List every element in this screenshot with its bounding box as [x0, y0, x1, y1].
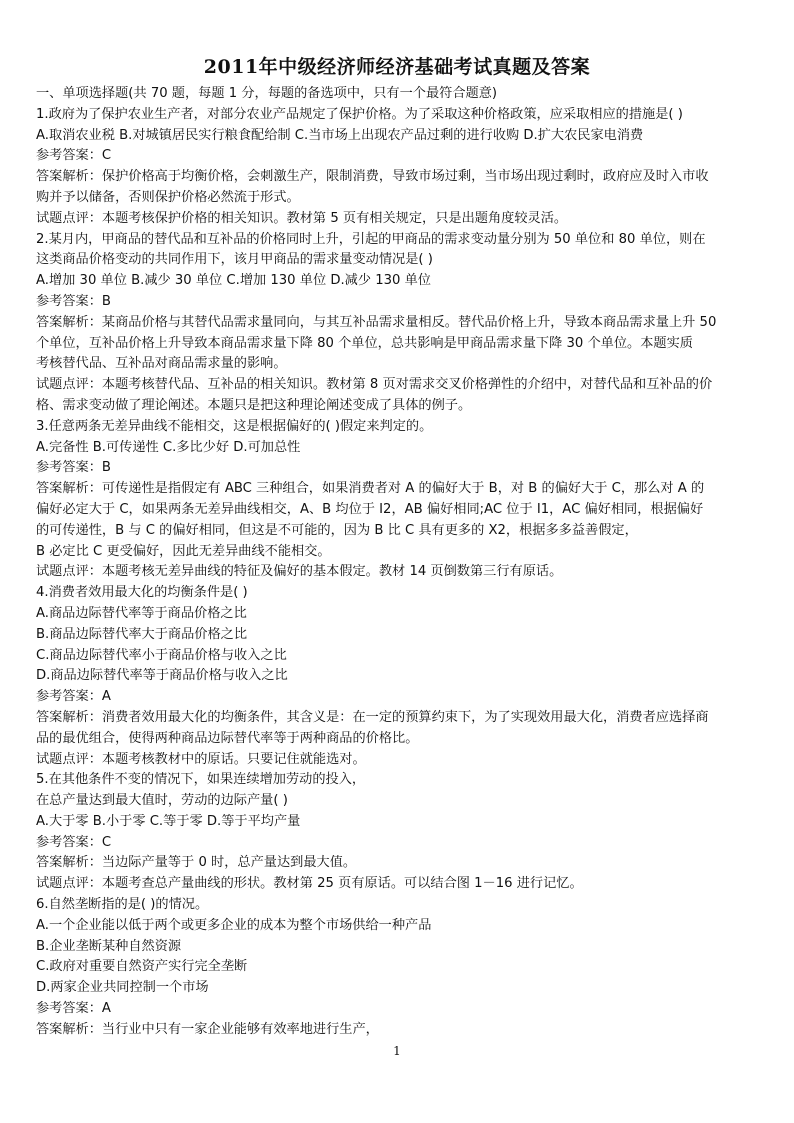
text-line: 答案解析：某商品价格与其替代品需求量同向，与其互补品需求量相反。替代品价格上升，导致本商品需求量上升 50: [36, 314, 717, 330]
text-line: 5.在其他条件不变的情况下，如果连续增加劳动的投入，: [36, 772, 366, 788]
text-line: 试题点评：本题考核教材中的原话。只要记住就能选对。: [36, 751, 366, 767]
text-line: 的可传递性，B 与 C 的偏好相同，但这是不可能的，因为 B 比 C 具有更多的 X2，根据多多益善假定，: [36, 522, 638, 538]
text-line: 品的最优组合，使得两种商品边际替代率等于两种商品的价格比。: [36, 730, 419, 746]
text-line: A.增加 30 单位 B.减少 30 单位 C.增加 130 单位 D.减少 130 单位: [36, 273, 431, 289]
text-line: 6.自然垄断指的是( )的情况。: [36, 897, 209, 913]
text-line: 偏好必定大于 C，如果两条无差异曲线相交，A、B 均位于 I2，AB 偏好相同;AC 位于 I1，AC 偏好相同，根据偏好: [36, 501, 704, 517]
text-line: 参考答案：A: [36, 689, 111, 705]
text-line: 个单位，互补品价格上升导致本商品需求量下降 80 个单位，总共影响是甲商品需求量下降 30 个单位。本题实质: [36, 335, 693, 351]
text-line: 考核替代品、互补品对商品需求量的影响。: [36, 356, 287, 372]
text-line: 试题点评：本题考核替代品、互补品的相关知识。教材第 8 页对需求交叉价格弹性的介绍中，对替代品和互补品的价: [36, 377, 713, 393]
page-number: 1: [393, 1044, 401, 1058]
document-title: 2011年中级经济师经济基础考试真题及答案: [203, 56, 591, 78]
text-line: 试题点评：本题考核保护价格的相关知识。教材第 5 页有相关规定，只是出题角度较灵活。: [36, 210, 568, 226]
text-line: 这类商品价格变动的共同作用下，该月甲商品的需求量变动情况是( ): [36, 252, 433, 268]
text-line: 2.某月内，甲商品的替代品和互补品的价格同时上升，引起的甲商品的需求变动量分别为 50 单位和 80 单位，则在: [36, 231, 706, 247]
text-line: B.企业垄断某种自然资源: [36, 938, 182, 954]
text-line: 参考答案：C: [36, 834, 112, 850]
text-line: A.完备性 B.可传递性 C.多比少好 D.可加总性: [36, 439, 301, 455]
text-line: A.一个企业能以低于两个或更多企业的成本为整个市场供给一种产品: [36, 917, 432, 933]
text-line: 试题点评：本题考查总产量曲线的形状。教材第 25 页有原话。可以结合图 1－16 进行记忆。: [36, 876, 583, 892]
text-line: 在总产量达到最大值时，劳动的边际产量( ): [36, 793, 288, 809]
text-line: B 必定比 C 更受偏好，因此无差异曲线不能相交。: [36, 543, 331, 559]
text-line: 参考答案：C: [36, 148, 112, 164]
text-line: 一、单项选择题(共 70 题，每题 1 分，每题的备选项中，只有一个最符合题意): [36, 86, 498, 101]
text-line: 答案解析：当行业中只有一家企业能够有效率地进行生产，: [36, 1021, 379, 1037]
document-page: [36, 52, 758, 1041]
text-line: 参考答案：A: [36, 1001, 111, 1017]
text-line: 参考答案：B: [36, 460, 111, 476]
text-line: A.商品边际替代率等于商品价格之比: [36, 605, 247, 621]
text-line: 格、需求变动做了理论阐述。本题只是把这种理论阐述变成了具体的例子。: [36, 397, 472, 413]
text-line: D.商品边际替代率等于商品价格与收入之比: [36, 668, 288, 684]
text-line: 4.消费者效用最大化的均衡条件是( ): [36, 585, 248, 601]
text-line: D.两家企业共同控制一个市场: [36, 980, 209, 996]
text-line: A.大于零 B.小于零 C.等于零 D.等于平均产量: [36, 813, 301, 829]
text-line: 试题点评：本题考核无差异曲线的特征及偏好的基本假定。教材 14 页倒数第三行有原话。: [36, 564, 563, 580]
text-line: 答案解析：当边际产量等于 0 时，总产量达到最大值。: [36, 855, 357, 871]
text-line: C.政府对重要自然资产实行完全垄断: [36, 959, 248, 975]
text-line: 购并予以储备，否则保护价格必然流于形式。: [36, 189, 300, 205]
text-line: 1.政府为了保护农业生产者，对部分农业产品规定了保护价格。为了采取这种价格政策，应采取相应的措施是( ): [36, 106, 683, 122]
text-line: 答案解析：可传递性是指假定有 ABC 三种组合，如果消费者对 A 的偏好大于 B，对 B 的偏好大于 C，那么对 A 的: [36, 481, 705, 497]
text-line: C.商品边际替代率小于商品价格与收入之比: [36, 647, 287, 663]
text-line: 答案解析：保护价格高于均衡价格，会刺激生产，限制消费，导致市场过剩，当市场出现过剩时，政府应及时入市收: [36, 169, 709, 185]
text-line: 3.任意两条无差异曲线不能相交，这是根据偏好的( )假定来判定的。: [36, 418, 433, 434]
text-line: 参考答案：B: [36, 293, 111, 309]
document-body: [36, 84, 758, 1041]
text-line: 答案解析：消费者效用最大化的均衡条件，其含义是：在一定的预算约束下，为了实现效用最大化，消费者应选择商: [36, 709, 709, 725]
text-line: B.商品边际替代率大于商品价格之比: [36, 626, 248, 642]
text-line: A.取消农业税 B.对城镇居民实行粮食配给制 C.当市场上出现农产品过剩的进行收购 D.扩大农民家电消费: [36, 127, 644, 143]
